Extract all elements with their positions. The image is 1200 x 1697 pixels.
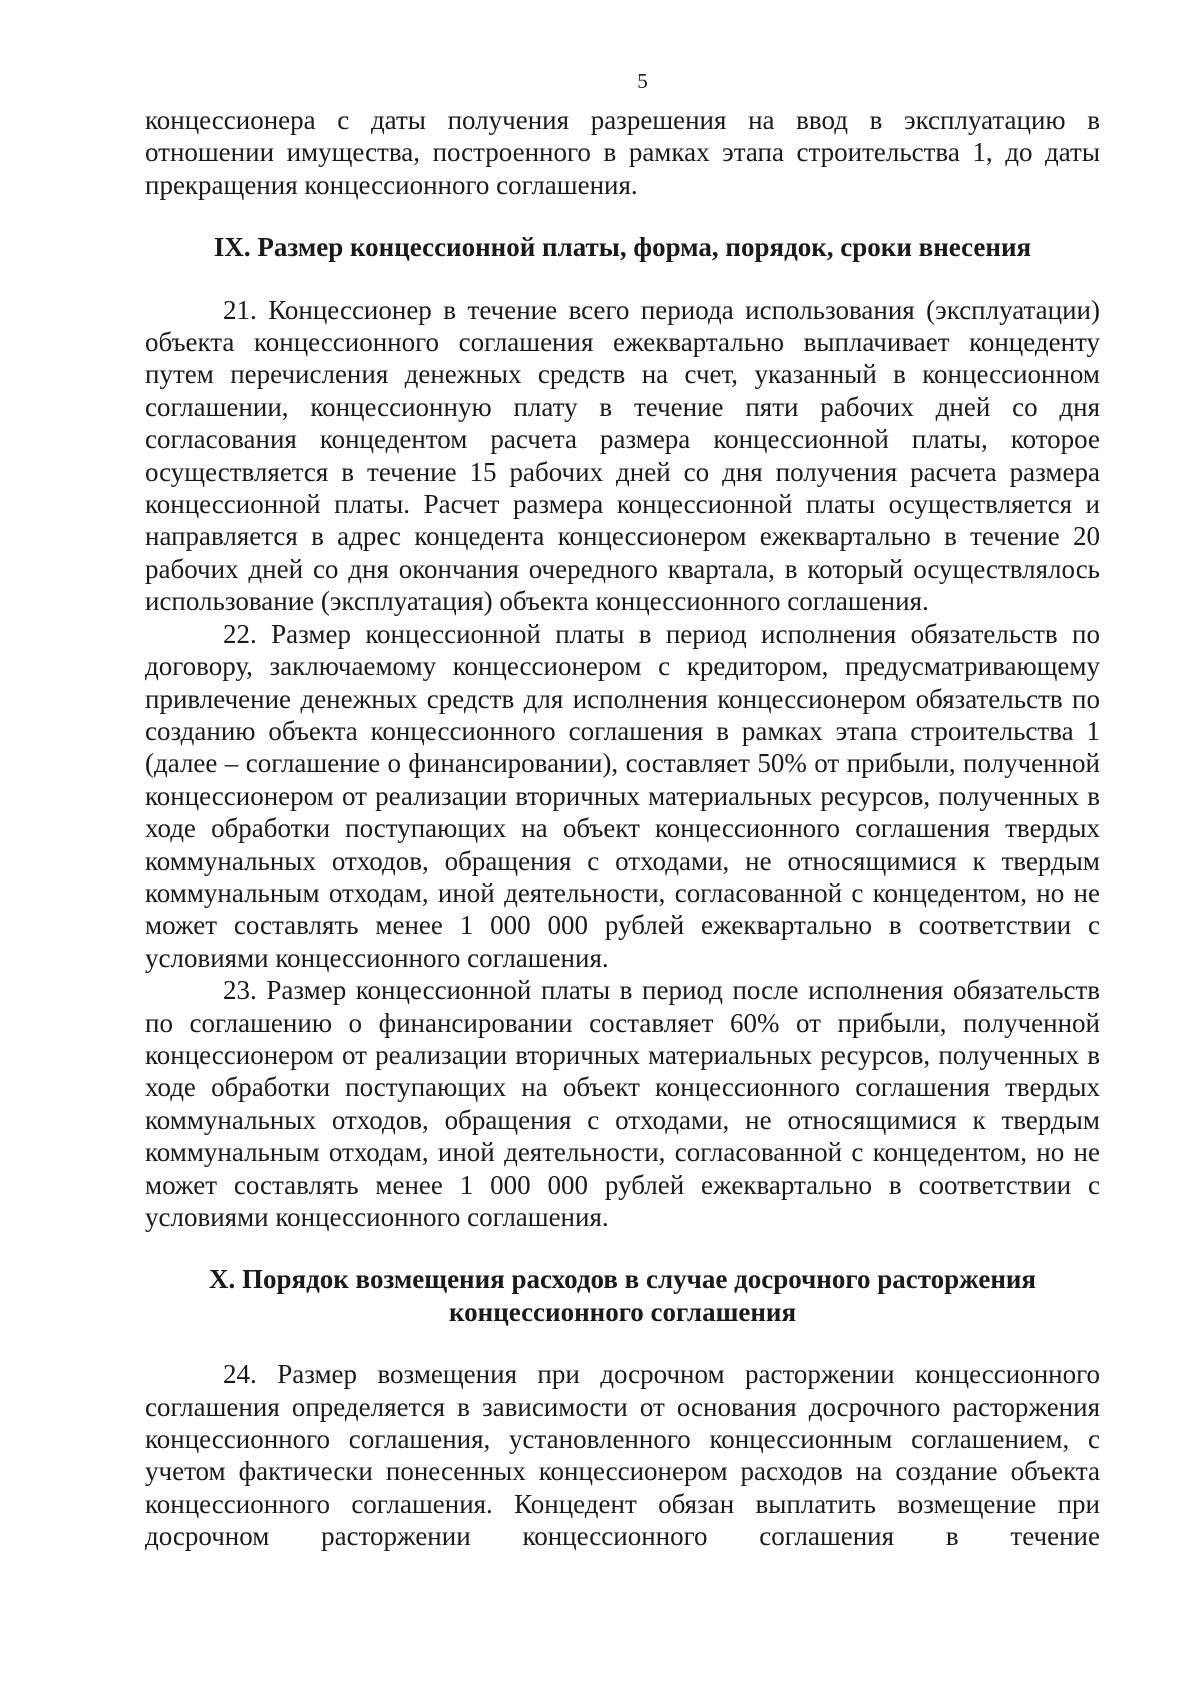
paragraph-21: 21. Концессионер в течение всего периода использования (эксплуатации) объекта концессионного соглашения ежеквартально выплачивает концеденту путем перечисления денежных средств на счет, указанный в концессионном соглашении, концессионную плату в течение пяти рабочих дней со дня согласования концедентом расчета размера концессионной платы, которое осуществляется в течение 15 рабочих дней со дня получения расчета размера концессионной платы. Расчет размера концессионной платы осуществляется и направляется в адрес концедента концессионером ежеквартально в течение 20 рабочих дней со дня окончания очередного квартала, в который осуществлялось использование (эксплуатация) объекта концессионного соглашения. bbox=[145, 294, 1100, 617]
paragraph-22: 22. Размер концессионной платы в период исполнения обязательств по договору, заключаемому концессионером с кредитором, предусматривающему привлечение денежных средств для исполнения концессионером обязательств по созданию объекта концессионного соглашения в рамках этапа строительства 1 (далее – соглашение о финансировании), составляет 50% от прибыли, полученной концессионером от реализации вторичных материальных ресурсов, полученных в ходе обработки поступающих на объект концессионного соглашения твердых коммунальных отходов, обращения с отходами, не относящимися к твердым коммунальным отходам, иной деятельности, согласованной с концедентом, но не может составлять менее 1 000 000 рублей ежеквартально в соответствии с условиями концессионного соглашения. bbox=[145, 618, 1100, 973]
paragraph-24: 24. Размер возмещения при досрочном расторжении концессионного соглашения определяется в зависимости от основания досрочного расторжения концессионного соглашения, установленного концессионным соглашением, с учетом фактически понесенных концессионером расходов на создание объекта концессионного соглашения. Концедент обязан выплатить возмещение при досрочном расторжении концессионного соглашения в течение bbox=[145, 1359, 1100, 1552]
intro-paragraph: концессионера с даты получения разрешения на ввод в эксплуатацию в отношении имущества, построенного в рамках этапа строительства 1, до даты прекращения концессионного соглашения. bbox=[145, 105, 1100, 200]
paragraph-23: 23. Размер концессионной платы в период после исполнения обязательств по соглашению о финансировании составляет 60% от прибыли, полученной концессионером от реализации вторичных материальных ресурсов, полученных в ходе обработки поступающих на объект концессионного соглашения твердых коммунальных отходов, обращения с отходами, не относящимися к твердым коммунальным отходам, иной деятельности, согласованной с концедентом, но не может составлять менее 1 000 000 рублей ежеквартально в соответствии с условиями концессионного соглашения. bbox=[145, 975, 1100, 1232]
section-10-heading bbox=[145, 1263, 1100, 1328]
section-9-heading: IX. Размер концессионной платы, форма, порядок, сроки внесения bbox=[213, 232, 1032, 263]
page-number: 5 bbox=[637, 69, 648, 93]
section-10-heading-line-1: X. Порядок возмещения расходов в случае досрочного расторжения bbox=[208, 1264, 1037, 1295]
section-10-heading-line-2: концессионного соглашения bbox=[448, 1296, 797, 1327]
